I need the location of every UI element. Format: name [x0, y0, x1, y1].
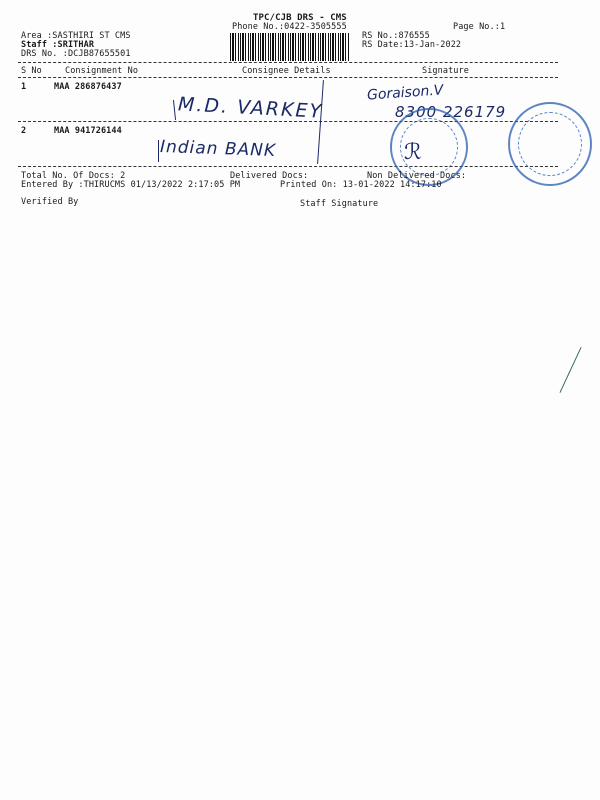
- handwritten-consignee-2: Indian BANK: [159, 136, 277, 162]
- row-2-consignment: MAA 941726144: [54, 126, 122, 136]
- drs-number: DRS No. :DCJB87655501: [21, 49, 131, 59]
- col-signature: Signature: [422, 66, 469, 76]
- handwritten-stroke-2: [158, 140, 159, 162]
- scan-mark: [559, 347, 581, 393]
- handwritten-signature-phone: 8300 226179: [395, 103, 507, 121]
- table-bottom-divider: [18, 166, 558, 167]
- page-number: Page No.:1: [453, 22, 506, 32]
- rs-date: RS Date:13-Jan-2022: [362, 40, 462, 50]
- post-office-stamp-2: [508, 102, 592, 186]
- header-divider: [18, 62, 558, 63]
- col-consignee: Consignee Details: [242, 66, 331, 76]
- staff-signature: Staff Signature: [300, 199, 379, 209]
- handwritten-signature-name: Goraison.V: [366, 82, 444, 104]
- phone-number: Phone No.:0422-3505555: [232, 22, 347, 32]
- handwritten-initial: ℛ: [404, 140, 422, 165]
- entered-by: Entered By :THIRUCMS 01/13/2022 2:17:05 PM: [21, 180, 241, 190]
- rs-number: RS No.:876555: [362, 31, 430, 41]
- row-divider: [18, 121, 558, 122]
- row-2-sno: 2: [21, 126, 27, 136]
- printed-on: Printed On: 13-01-2022 14:17:10: [280, 180, 442, 190]
- barcode: [230, 33, 350, 61]
- total-docs: Total No. Of Docs: 2: [21, 171, 126, 181]
- document-title: TPC/CJB DRS - CMS: [253, 13, 347, 23]
- column-divider: [18, 77, 558, 78]
- handwritten-stroke: [173, 100, 176, 120]
- area-label: Area :SASTHIRI ST CMS: [21, 31, 131, 41]
- row-1-consignment: MAA 286876437: [54, 82, 122, 92]
- row-1-sno: 1: [21, 82, 27, 92]
- col-sno: S No: [21, 66, 42, 76]
- staff-label: Staff :SRITHAR: [21, 40, 95, 50]
- handwritten-consignee-1: M.D. VARKEY: [177, 93, 324, 123]
- verified-by: Verified By: [21, 197, 79, 207]
- delivered-docs: Delivered Docs:: [230, 171, 309, 181]
- non-delivered-docs: Non Delivered Docs:: [367, 171, 467, 181]
- col-consignment: Consignment No: [65, 66, 139, 76]
